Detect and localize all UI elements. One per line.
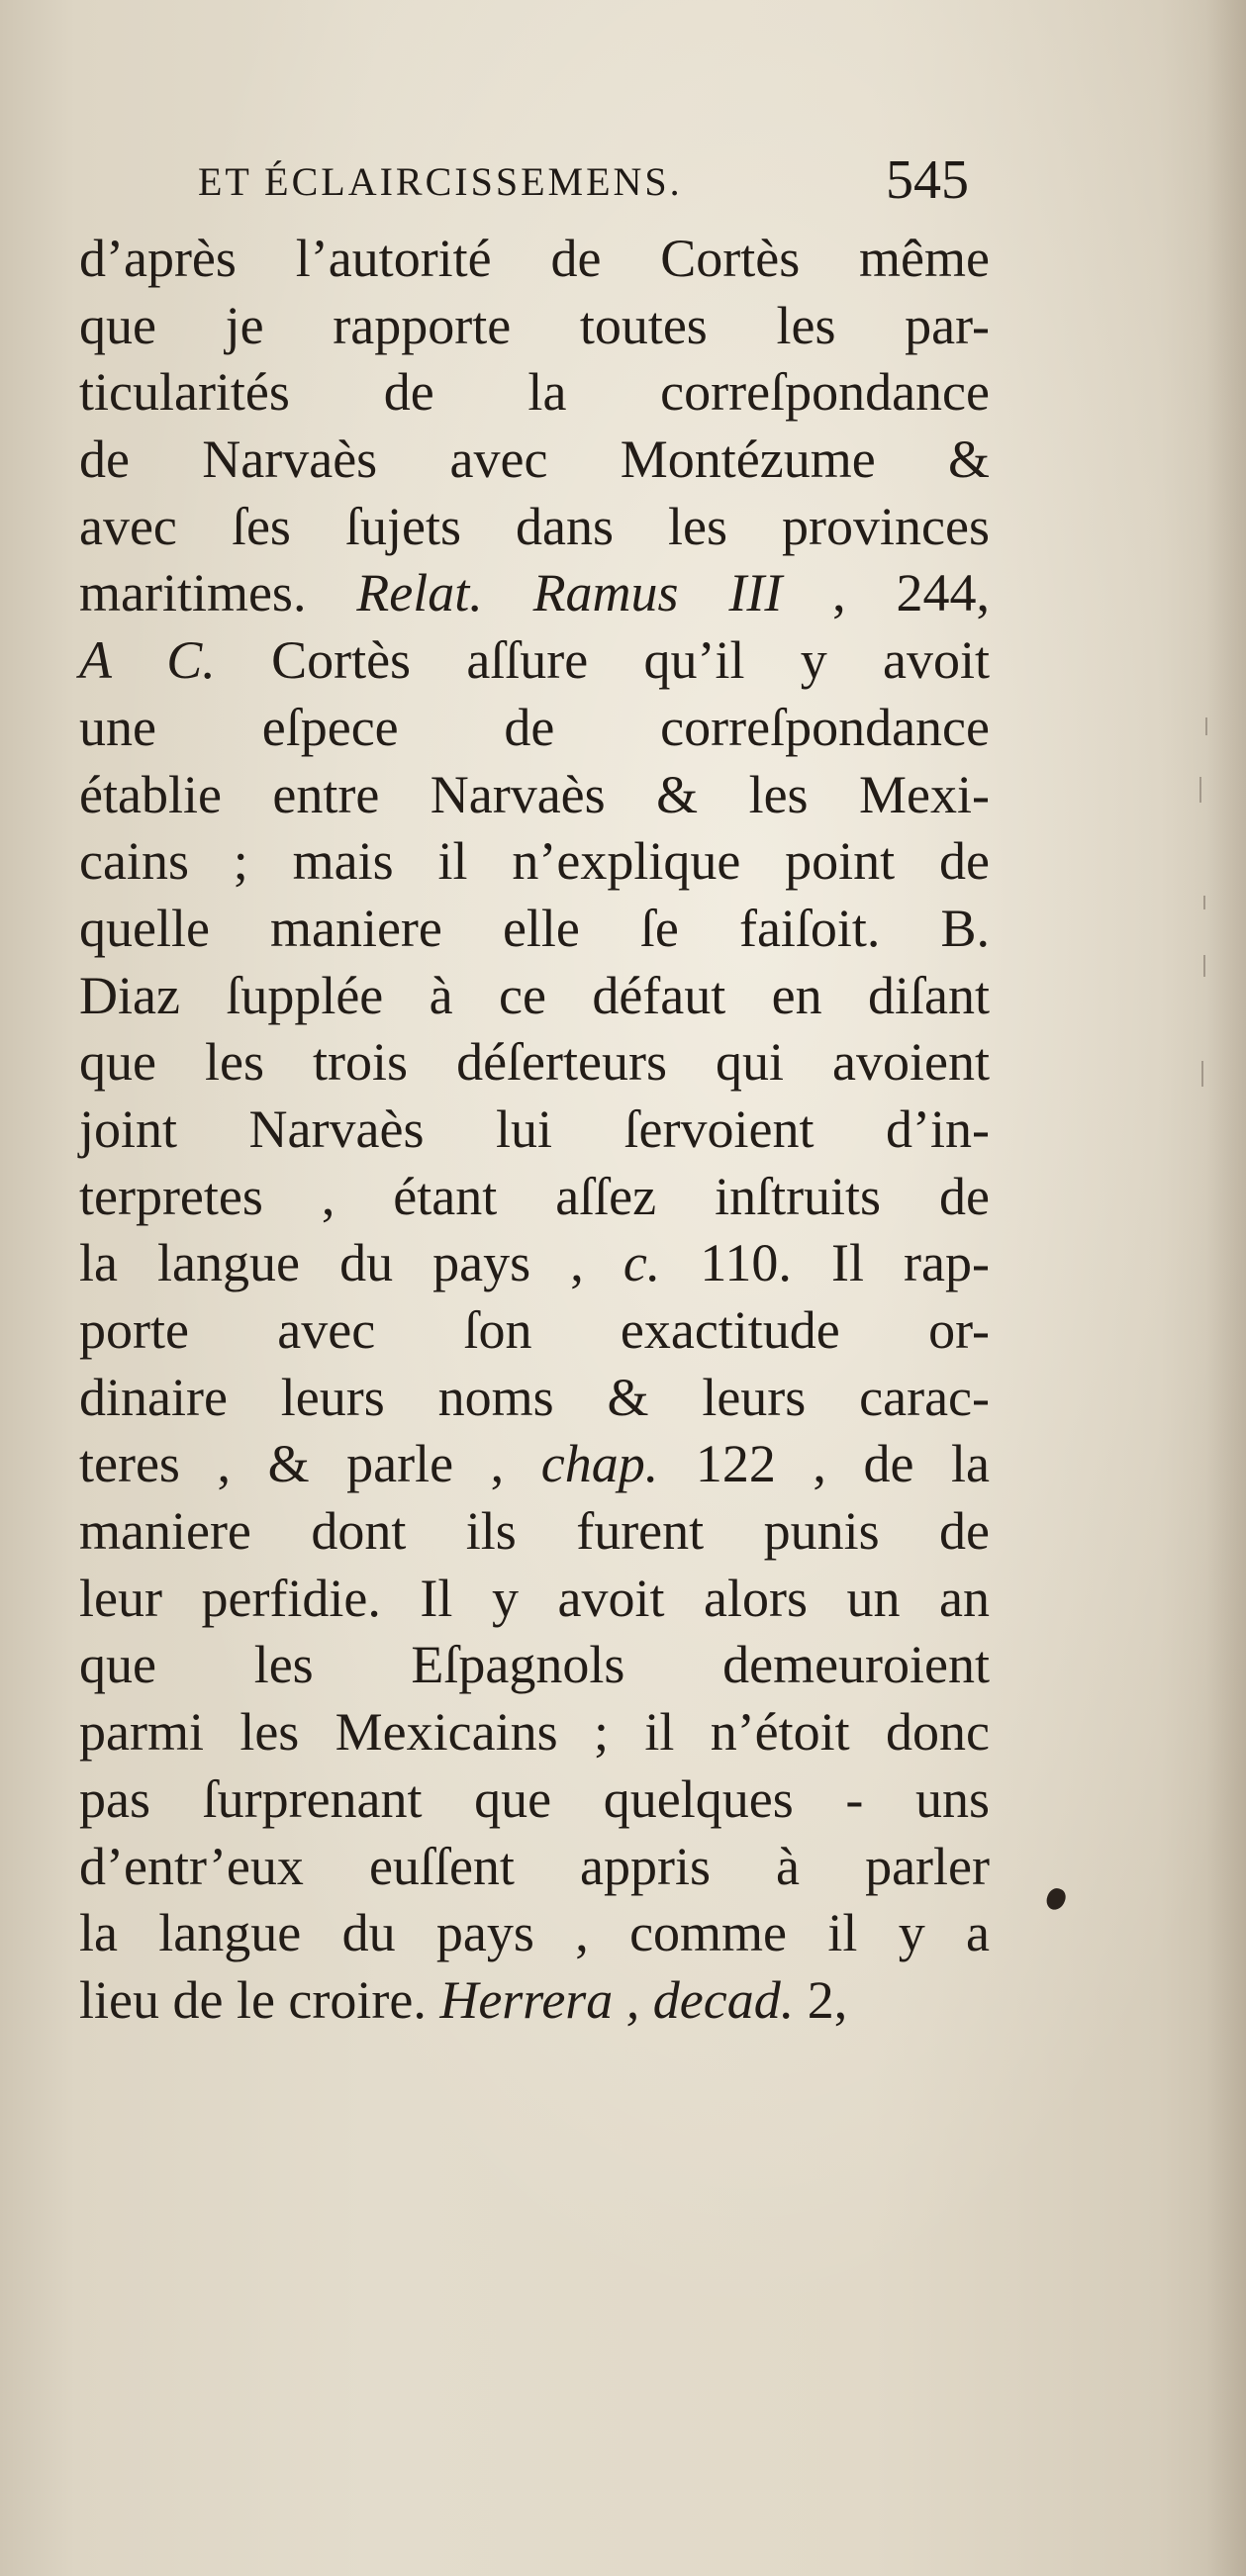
text-line	[79, 427, 990, 494]
italic-citation: c.	[623, 1233, 661, 1293]
text-segment: avec ſes ſujets dans les provinces	[79, 496, 990, 556]
text-segment: une eſpece de correſpondance	[79, 697, 990, 757]
text-segment: parmi les Mexicains ; il n’étoit donc	[79, 1702, 990, 1763]
italic-citation: Herrera , decad.	[439, 1969, 795, 2030]
italic-citation: chap.	[540, 1434, 659, 1494]
text-line	[79, 359, 990, 427]
text-segment: 122 , de la	[658, 1434, 990, 1494]
text-line	[79, 963, 990, 1030]
text-line	[79, 896, 990, 963]
text-line	[79, 1365, 990, 1432]
body-text	[79, 226, 990, 2035]
text-segment: de Narvaès avec Montézume &	[79, 429, 990, 490]
text-line	[79, 293, 990, 360]
text-segment: la langue du pays , comme il y a	[79, 1903, 990, 1963]
text-line	[79, 828, 990, 896]
text-segment: lieu de le croire.	[79, 1969, 440, 2030]
text-segment: maniere dont ils furent punis de	[79, 1501, 990, 1562]
page-number: 545	[886, 149, 969, 211]
text-line	[79, 560, 990, 627]
text-segment: quelle maniere elle ſe faiſoit. B.	[79, 898, 990, 958]
text-segment: Diaz ſupplée à ce défaut en diſant	[79, 965, 990, 1025]
text-segment: porte avec ſon exactitude or-	[79, 1300, 990, 1360]
running-head	[0, 148, 1246, 218]
ink-spot	[1044, 1886, 1068, 1913]
text-line	[79, 1967, 990, 2035]
text-segment: Cortès aſſure qu’il y avoit	[215, 630, 990, 691]
text-line	[79, 1230, 990, 1297]
text-segment: d’après l’autorité de Cortès même	[79, 229, 990, 288]
text-segment: pas ſurprenant que quelques - uns	[79, 1768, 990, 1829]
margin-mark	[1203, 896, 1205, 909]
text-line	[79, 1900, 990, 1967]
margin-mark	[1205, 717, 1207, 735]
text-line	[79, 494, 990, 561]
text-segment: établie entre Narvaès & les Mexi-	[79, 764, 990, 824]
text-segment: que les Eſpagnols demeuroient	[79, 1635, 990, 1695]
text-segment: leur perfidie. Il y avoit alors un an	[79, 1568, 990, 1628]
text-segment: d’entr’eux euſſent appris à parler	[79, 1836, 990, 1896]
text-segment: 2,	[794, 1969, 848, 2030]
text-segment: , 244,	[782, 563, 990, 623]
text-line	[79, 1297, 990, 1365]
italic-citation: A C.	[79, 630, 216, 691]
text-line	[79, 1632, 990, 1699]
text-line	[79, 1566, 990, 1633]
margin-mark	[1201, 1061, 1203, 1087]
text-line	[79, 226, 990, 293]
text-segment: cains ; mais il n’explique point de	[79, 831, 990, 892]
text-line	[79, 762, 990, 829]
running-title: ET ÉCLAIRCISSEMENS.	[198, 159, 683, 204]
text-line	[79, 1431, 990, 1498]
italic-citation: Relat. Ramus III	[356, 563, 783, 623]
text-segment: maritimes.	[79, 563, 357, 623]
text-line	[79, 627, 990, 695]
text-line	[79, 1699, 990, 1766]
text-line	[79, 1766, 990, 1834]
text-segment: terpretes , étant aſſez inſtruits de	[79, 1166, 990, 1226]
text-line	[79, 1029, 990, 1097]
text-line	[79, 1834, 990, 1901]
text-segment: que les trois déſerteurs qui avoient	[79, 1032, 990, 1093]
text-line	[79, 1498, 990, 1566]
text-line	[79, 695, 990, 762]
text-line	[79, 1164, 990, 1231]
text-segment: teres , & parle ,	[79, 1434, 541, 1494]
text-line	[79, 1097, 990, 1164]
text-segment: ticularités de la correſpondance	[79, 362, 990, 423]
margin-mark	[1199, 777, 1201, 803]
text-segment: la langue du pays ,	[79, 1233, 623, 1293]
margin-mark	[1203, 955, 1205, 977]
text-segment: que je rapporte toutes les par-	[79, 295, 990, 355]
text-segment: 110. Il rap-	[660, 1233, 990, 1293]
text-segment: dinaire leurs noms & leurs carac-	[79, 1367, 990, 1427]
text-segment: joint Narvaès lui ſervoient d’in-	[79, 1098, 990, 1159]
